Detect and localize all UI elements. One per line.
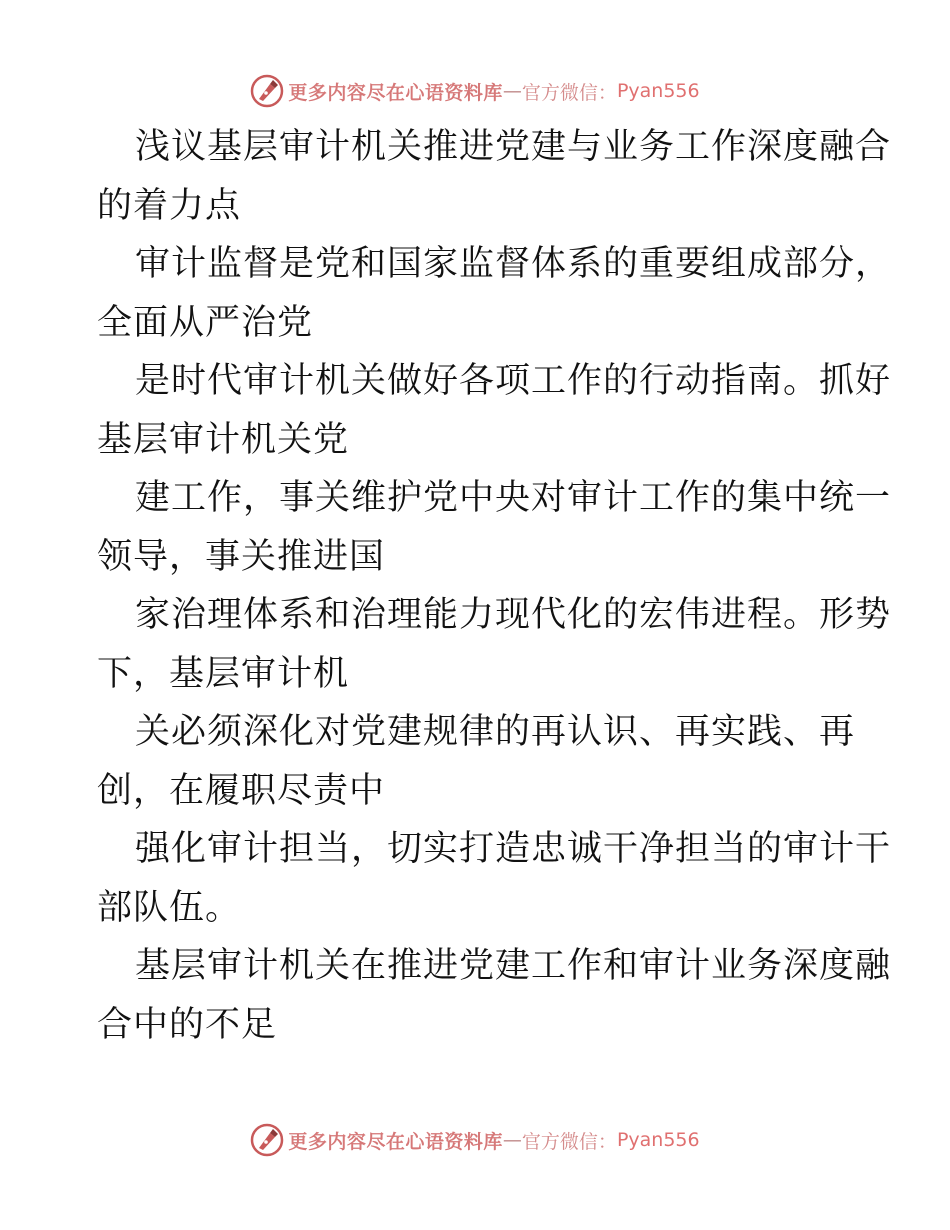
paragraph-line: 关必须深化对党建规律的再认识、再实践、再	[135, 712, 856, 752]
watermark-separator: —	[502, 80, 522, 102]
header-watermark	[0, 71, 950, 111]
paragraph-line: 全面从严治党	[97, 302, 314, 343]
paragraph-line: 建工作，事关维护党中央对审计工作的集中统一	[135, 478, 892, 518]
pen-nib-logo-icon	[250, 1123, 284, 1157]
watermark-wechat-id: Pyan556	[616, 1129, 700, 1151]
watermark-separator: —	[502, 1129, 522, 1151]
paragraph-line: 基层审计机关党	[97, 419, 350, 460]
footer-watermark	[0, 1120, 950, 1160]
paragraph	[97, 703, 857, 820]
paragraph-line: 创，在履职尽责中	[97, 770, 386, 811]
watermark-brand-text: 更多内容尽在心语资料库	[288, 1130, 503, 1153]
paragraph-title	[97, 118, 892, 235]
paragraph-line: 部队伍。	[97, 887, 242, 928]
paragraph	[97, 586, 892, 703]
paragraph-line: 审计监督是党和国家监督体系的重要组成部分，	[135, 244, 892, 284]
watermark-wechat-label: 官方微信：	[521, 81, 617, 104]
paragraph	[97, 352, 892, 469]
watermark-brand-text: 更多内容尽在心语资料库	[288, 81, 503, 104]
paragraph	[97, 820, 892, 937]
paragraph-section-heading	[97, 937, 892, 1054]
paragraph-line: 的着力点	[97, 185, 242, 226]
paragraph-line: 合中的不足	[97, 1004, 278, 1045]
paragraph	[97, 469, 892, 586]
watermark-wechat-id: Pyan556	[616, 80, 700, 102]
document-body	[97, 118, 892, 1054]
paragraph-line: 领导，事关推进国	[97, 536, 386, 577]
paragraph	[97, 235, 892, 352]
paragraph-line: 基层审计机关在推进党建工作和审计业务深度融	[135, 946, 892, 986]
paragraph-line: 家治理体系和治理能力现代化的宏伟进程。形势	[135, 595, 892, 635]
pen-nib-logo-icon	[250, 74, 284, 108]
watermark-wechat-label: 官方微信：	[521, 1130, 617, 1153]
paragraph-line: 是时代审计机关做好各项工作的行动指南。抓好	[135, 361, 892, 401]
paragraph-line: 下，基层审计机	[97, 653, 350, 694]
paragraph-line: 浅议基层审计机关推进党建与业务工作深度融合	[135, 127, 892, 167]
paragraph-line: 强化审计担当，切实打造忠诚干净担当的审计干	[135, 829, 892, 869]
